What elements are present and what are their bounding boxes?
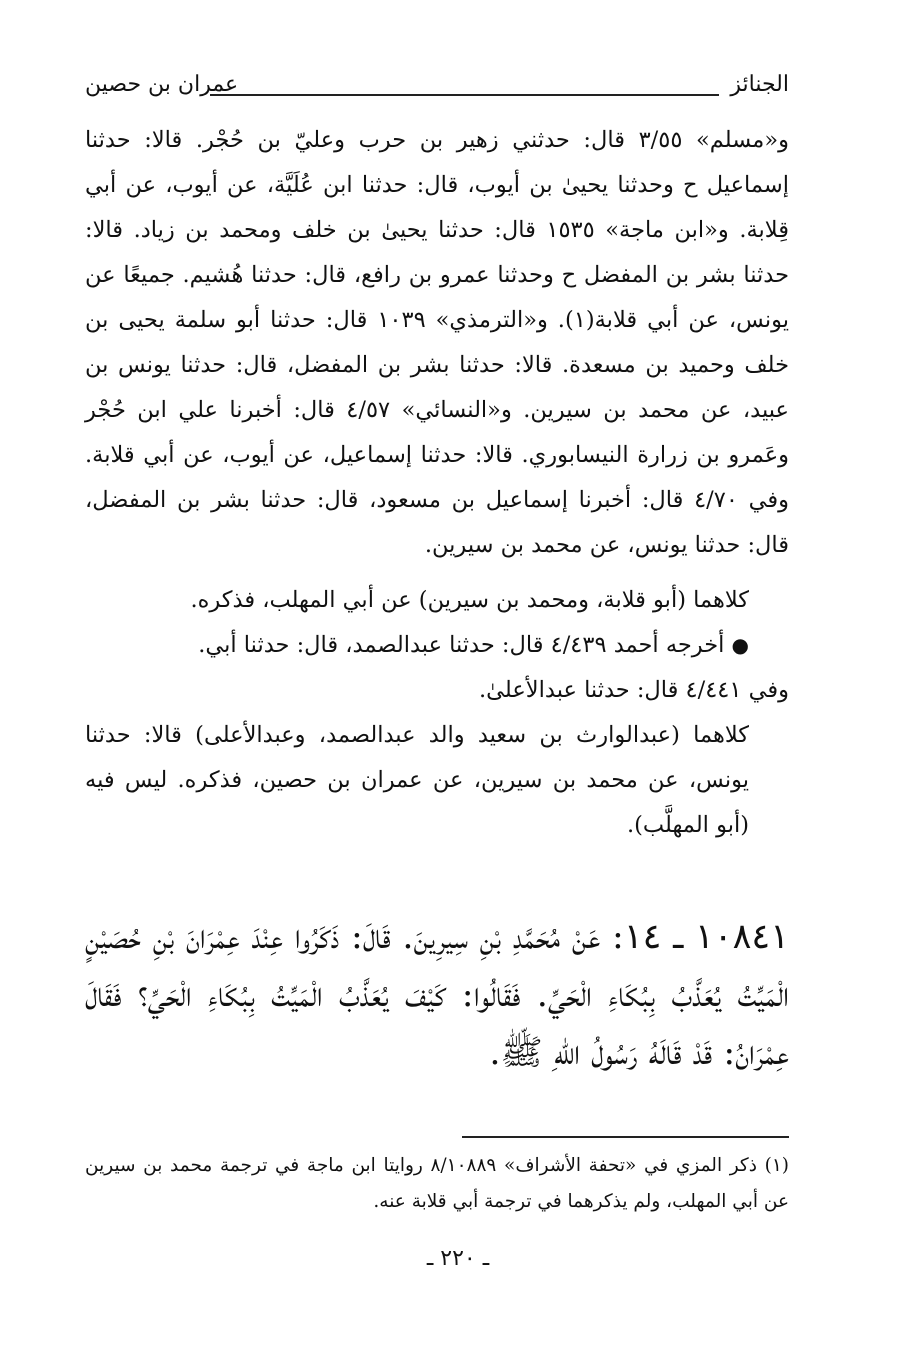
closing-paragraph: كلاهما (عبدالوارث بن سعيد والد عبدالصمد، وعبدالأعلى) قالا: حدثنا يونس، عن محمد بن سيرين، عن عمران بن حصين، فذكره. ليس فيه (أبو المهلَّب). — [85, 722, 749, 838]
ahmad-text: أخرجه أحمد ٤/٤٣٩ قال: حدثنا عبدالصمد، قال: حدثنا أبي. — [198, 632, 725, 658]
footnote-rule — [462, 1136, 789, 1138]
header-rule — [210, 94, 719, 96]
hadith-text: ١٠٨٤١ ـ ١٤: عَنْ مُحَمَّدِ بْنِ سِيرِينَ. قَالَ: ذَكَرُوا عِنْدَ عِمْرَانَ بْنِ حُصَيْنٍ الْمَيِّتُ يُعَذَّبُ بِبُكَاءِ الْحَيِّ. فَقَالُوا: كَيْفَ يُعَذَّبُ الْمَيِّتُ بِبُكَاءِ الْحَيِّ؟ فَقَالَ عِمْرَانُ: قَدْ قَالَهُ رَسُولُ اللهِ ﷺ. — [85, 917, 789, 1073]
section-title: عمران بن حصين — [85, 72, 239, 97]
running-header — [85, 72, 789, 108]
footnote — [85, 1148, 789, 1220]
footnote-text: (١) ذكر المزي في «تحفة الأشراف» ٨/١٠٨٨٩ روايتا ابن ماجة في ترجمة محمد بن سيرين عن أبي المهلب، ولم يذكرهما في ترجمة أبي قلابة عنه. — [85, 1155, 790, 1212]
ahmad-paragraph — [85, 623, 789, 668]
summary-paragraph: كلاهما (أبو قلابة، ومحمد بن سيرين) عن أبي المهلب، فذكره. — [190, 587, 749, 613]
hadith-block — [85, 908, 789, 1082]
body-text — [85, 118, 789, 848]
bullet-icon: ● — [731, 633, 749, 657]
source-paragraph: و«مسلم» ٣/٥٥ قال: حدثني زهير بن حرب وعليّ بن حُجْر. قالا: حدثنا إسماعيل ح وحدثنا يحيىٰ بن أيوب، قال: حدثنا ابن عُلَيَّة، عن أيوب، عن أبي قِلابة. و«ابن ماجة» ١٥٣٥ قال: حدثنا يحيىٰ بن خلف ومحمد بن زياد. قالا: حدثنا بشر بن المفضل ح وحدثنا عمرو بن رافع، قال: حدثنا هُشيم. جميعًا عن يونس، عن أبي قلابة(١). و«الترمذي» ١٠٣٩ قال: حدثنا أبو سلمة يحيى بن خلف وحميد بن مسعدة. قالا: حدثنا بشر بن المفضل، قال: حدثنا يونس بن عبيد، عن محمد بن سيرين. و«النسائي» ٤/٥٧ قال: أخبرنا علي ابن حُجْر وعَمرو بن زرارة النيسابوري. قالا: حدثنا إسماعيل، عن أيوب، عن أبي قلابة. وفي ٤/٧٠ قال: أخبرنا إسماعيل بن مسعود، قال: حدثنا بشر بن المفضل، قال: حدثنا يونس، عن محمد بن سيرين. — [85, 127, 790, 558]
page-number: ـ ٢٢٠ ـ — [426, 1246, 490, 1271]
chapter-title: الجنائز — [730, 72, 789, 97]
second-ahmad-paragraph: وفي ٤/٤٤١ قال: حدثنا عبدالأعلىٰ. — [479, 677, 789, 703]
